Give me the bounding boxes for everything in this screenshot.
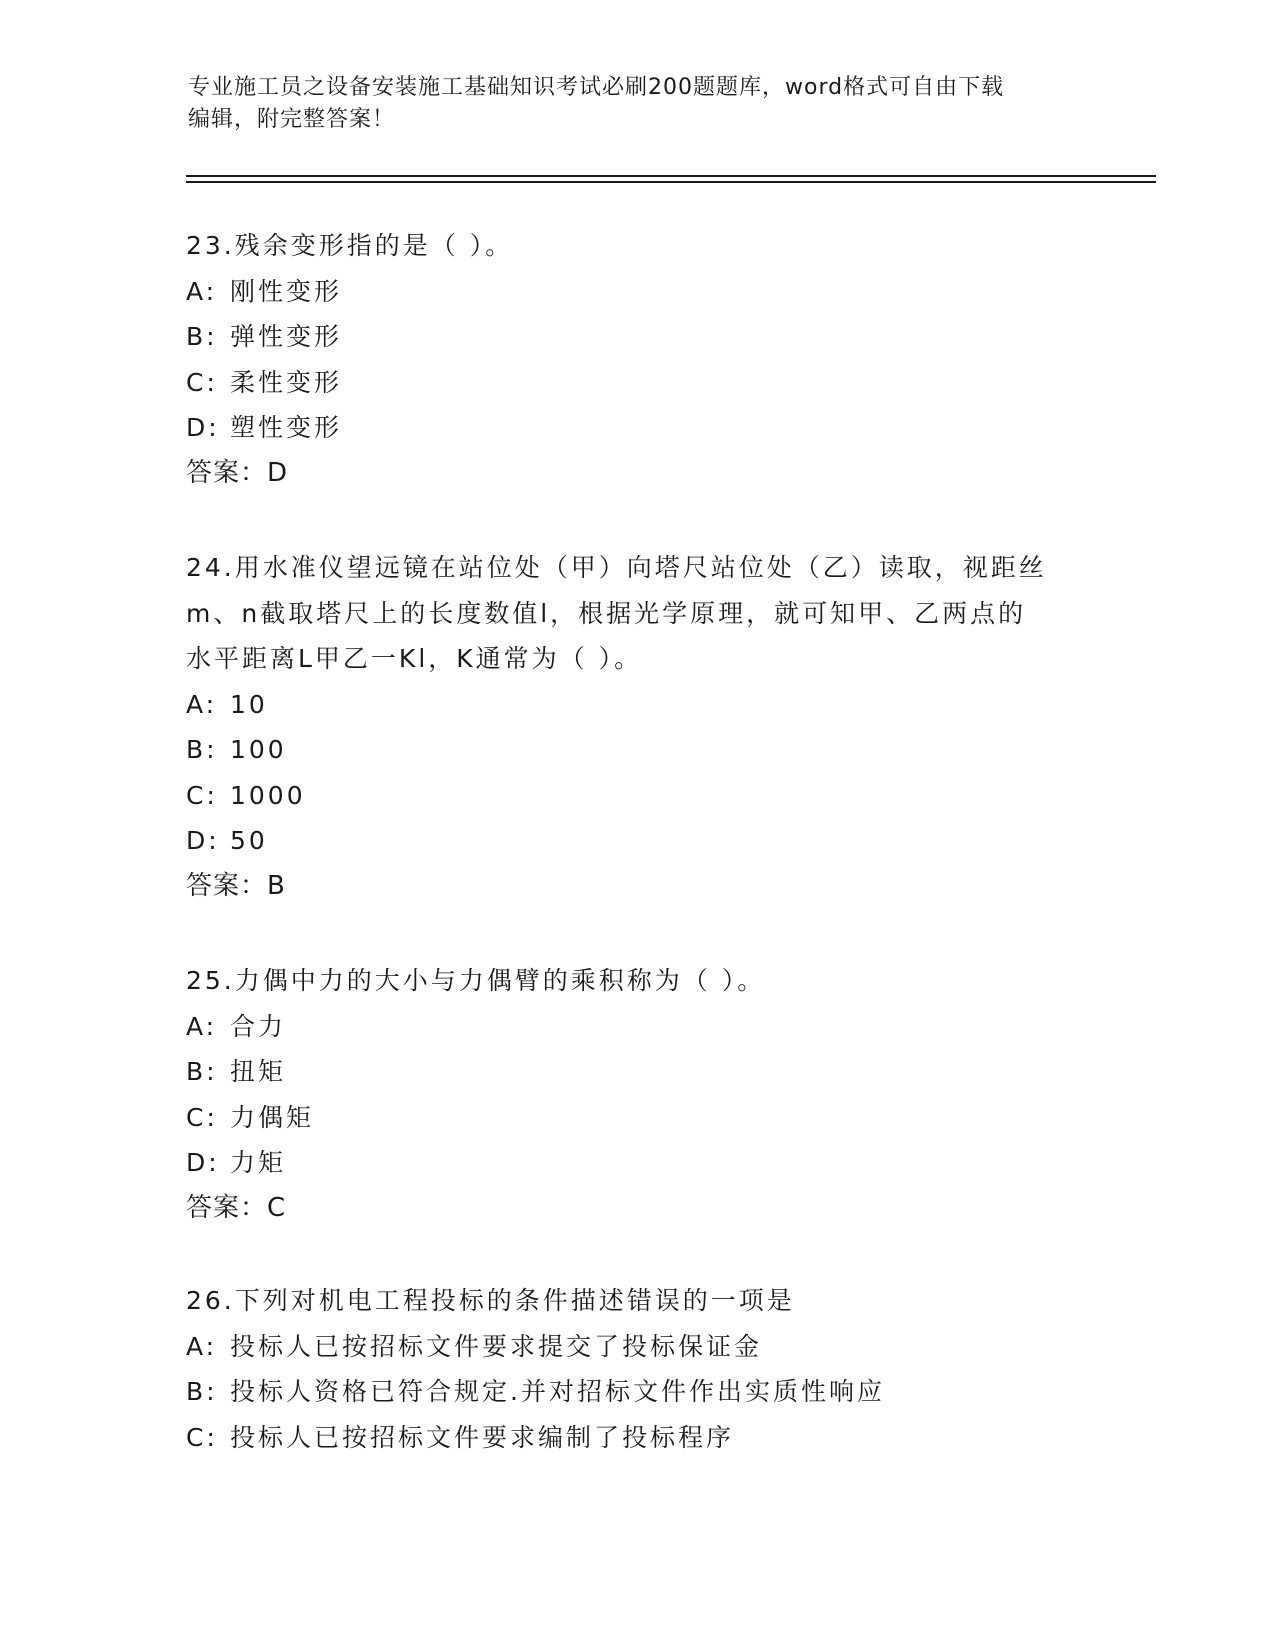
option-text: 扭矩: [230, 1057, 287, 1086]
option-key: D:: [186, 413, 220, 442]
option-c: [186, 360, 1086, 406]
question-stem-line-3: 水平距离L甲乙一Kl，K通常为（ ）。: [186, 644, 643, 673]
option-key: B:: [186, 1057, 218, 1086]
option-text: 投标人已按招标文件要求编制了投标程序: [230, 1422, 735, 1452]
option-text: 合力: [230, 1011, 287, 1041]
option-text: 弹性变形: [230, 322, 343, 351]
option-key: B:: [186, 1377, 218, 1406]
option-key: D:: [186, 1148, 220, 1177]
question-26: [186, 1278, 1086, 1460]
question-stem: 25.力偶中力的大小与力偶臂的乘积称为（ ）。: [186, 966, 766, 995]
option-d: [186, 1140, 1086, 1186]
option-key: C:: [186, 1102, 218, 1132]
option-c: [186, 1095, 1086, 1141]
question-stem: 26.下列对机电工程投标的条件描述错误的一项是: [186, 1286, 795, 1315]
answer-line: 答案：B: [186, 870, 286, 901]
option-key: C:: [186, 780, 218, 810]
option-b: [186, 1369, 1086, 1415]
answer-line: 答案：C: [186, 1192, 287, 1223]
answer-line: 答案：D: [186, 457, 289, 488]
option-key: A:: [186, 689, 218, 719]
option-key: C:: [186, 367, 218, 397]
option-key: D:: [186, 826, 220, 855]
question-stem: 23.残余变形指的是（ ）。: [186, 231, 514, 260]
option-text: 塑性变形: [230, 413, 343, 442]
option-d: [186, 405, 1086, 451]
option-key: A:: [186, 1331, 218, 1361]
option-b: [186, 727, 1086, 773]
option-text: 力偶矩: [230, 1102, 315, 1132]
question-24: [186, 545, 1086, 909]
option-text: 柔性变形: [230, 367, 343, 397]
option-text: 刚性变形: [230, 276, 343, 306]
option-key: B:: [186, 322, 218, 351]
header-title-line-1: 专业施工员之设备安装施工基础知识考试必刷200题题库，word格式可自由下载: [188, 75, 1005, 100]
option-text: 50: [230, 826, 268, 855]
option-text: 100: [230, 735, 287, 764]
option-a: [186, 682, 1086, 728]
question-25: [186, 958, 1086, 1231]
option-text: 1000: [230, 780, 306, 810]
question-23: [186, 223, 1086, 496]
option-key: A:: [186, 276, 218, 306]
option-key: C:: [186, 1422, 218, 1452]
option-text: 10: [230, 689, 268, 719]
question-stem-line-1: 24.用水准仪望远镜在站位处（甲）向塔尺站位处（乙）读取，视距丝: [186, 553, 1047, 582]
option-d: [186, 818, 1086, 864]
option-c: [186, 773, 1086, 819]
option-b: [186, 1049, 1086, 1095]
header-divider-bottom: [186, 181, 1156, 183]
option-a: [186, 1004, 1086, 1050]
option-text: 投标人已按招标文件要求提交了投标保证金: [230, 1331, 763, 1361]
option-b: [186, 314, 1086, 360]
document-header: [188, 72, 1068, 136]
option-c: [186, 1415, 1086, 1461]
option-a: [186, 269, 1086, 315]
option-text: 投标人资格已符合规定.并对招标文件作出实质性响应: [230, 1377, 885, 1406]
header-title-line-2: 编辑，附完整答案！: [188, 107, 396, 132]
option-a: [186, 1324, 1086, 1370]
option-key: A:: [186, 1011, 218, 1041]
option-key: B:: [186, 735, 218, 764]
question-stem-line-2: m、n截取塔尺上的长度数值l，根据光学原理，就可知甲、乙两点的: [186, 598, 1027, 628]
option-text: 力矩: [230, 1148, 287, 1177]
header-divider-top: [186, 175, 1156, 177]
